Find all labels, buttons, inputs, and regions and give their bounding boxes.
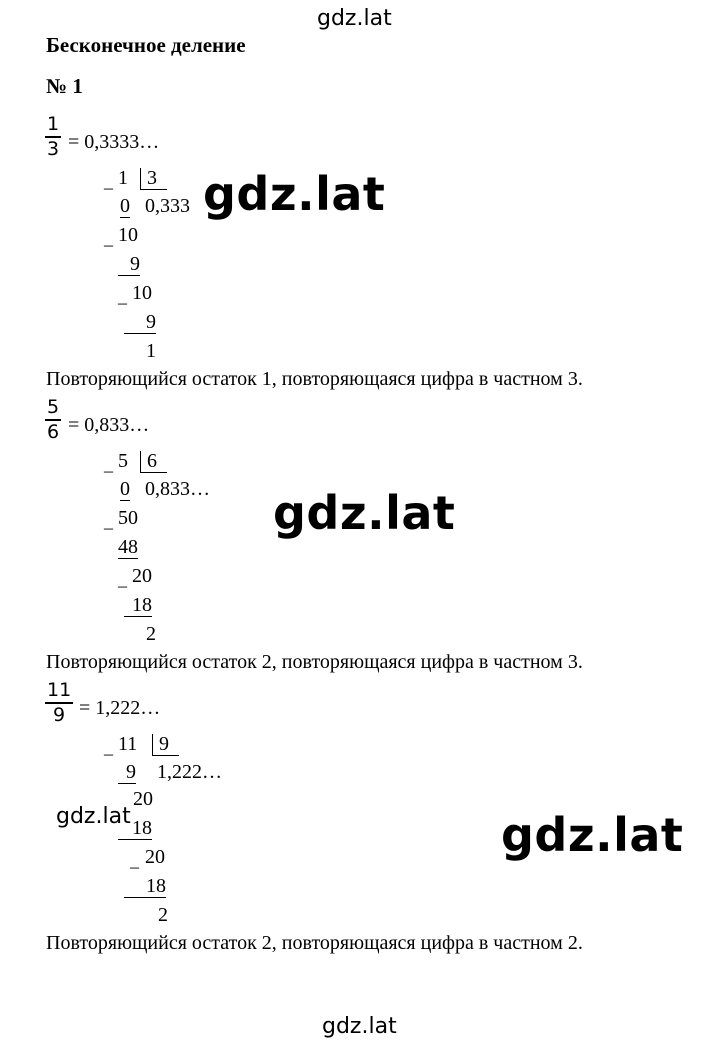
- result-1: = 0,3333…: [68, 131, 160, 153]
- note-1: Повторяющийся остаток 1, повторяющаяся цифра в частном 3.: [46, 368, 583, 390]
- divisor-2: 6: [140, 451, 167, 473]
- quotient-3: 1,222…: [157, 761, 222, 783]
- remainder-3: 2: [158, 904, 168, 926]
- step-1-2: 9: [118, 254, 140, 276]
- note-2: Повторяющийся остаток 2, повторяющаяся цифра в частном 3.: [46, 651, 583, 673]
- dividend-1: 1: [118, 167, 128, 189]
- subtrahend-1: 0: [120, 195, 130, 217]
- step-3-4: 18: [124, 876, 166, 898]
- fraction-2: [45, 398, 61, 442]
- quotient-2: 0,833…: [145, 478, 210, 500]
- remainder-2: 2: [146, 623, 156, 645]
- step-2-3: 20: [132, 565, 152, 587]
- quotient-1: 0,333: [145, 195, 190, 217]
- fraction-1-denominator: 3: [47, 138, 60, 160]
- minus-sign: _: [104, 737, 113, 757]
- result-2: = 0,833…: [68, 414, 150, 436]
- fraction-3-denominator: 9: [53, 704, 66, 726]
- result-3: = 1,222…: [79, 697, 161, 719]
- fraction-1-numerator: 1: [47, 113, 60, 135]
- watermark-1: gdz.lat: [203, 167, 386, 221]
- watermark-4: gdz.lat: [501, 808, 684, 862]
- step-2-4: 18: [124, 595, 152, 617]
- step-2-1: 50: [118, 507, 138, 529]
- remainder-1: 1: [146, 340, 156, 362]
- step-1-1: 10: [118, 224, 138, 246]
- watermark-3: gdz.lat: [56, 804, 131, 829]
- subtrahend-3: 9: [118, 762, 136, 784]
- subtrahend-2: 0: [120, 478, 130, 500]
- section-title: Бесконечное деление: [46, 33, 246, 57]
- minus-sign: _: [118, 286, 127, 306]
- step-1-4: 9: [124, 312, 156, 334]
- minus-sign: _: [104, 228, 113, 248]
- fraction-3-numerator: 11: [47, 679, 72, 701]
- step-3-2: 18: [118, 818, 152, 840]
- step-3-3: 20: [145, 846, 165, 868]
- watermark-top: gdz.lat: [317, 6, 392, 31]
- divisor-1: 3: [140, 168, 167, 190]
- minus-sign: _: [104, 171, 113, 191]
- step-3-1: 20: [133, 788, 153, 810]
- fraction-2-numerator: 5: [47, 396, 60, 418]
- fraction-2-denominator: 6: [47, 421, 60, 443]
- minus-sign: _: [130, 850, 139, 870]
- watermark-2: gdz.lat: [273, 486, 456, 540]
- exercise-number: № 1: [46, 74, 83, 98]
- step-1-3: 10: [132, 282, 152, 304]
- minus-sign: _: [104, 511, 113, 531]
- fraction-3: [45, 681, 73, 725]
- step-2-2: 48: [118, 536, 138, 558]
- fraction-1: [45, 115, 61, 159]
- dividend-2: 5: [118, 450, 128, 472]
- watermark-bottom: gdz.lat: [322, 1014, 397, 1039]
- minus-sign: _: [104, 454, 113, 474]
- note-3: Повторяющийся остаток 2, повторяющаяся цифра в частном 2.: [46, 932, 583, 954]
- divisor-3: 9: [152, 734, 179, 756]
- dividend-3: 11: [118, 733, 138, 755]
- minus-sign: _: [118, 569, 127, 589]
